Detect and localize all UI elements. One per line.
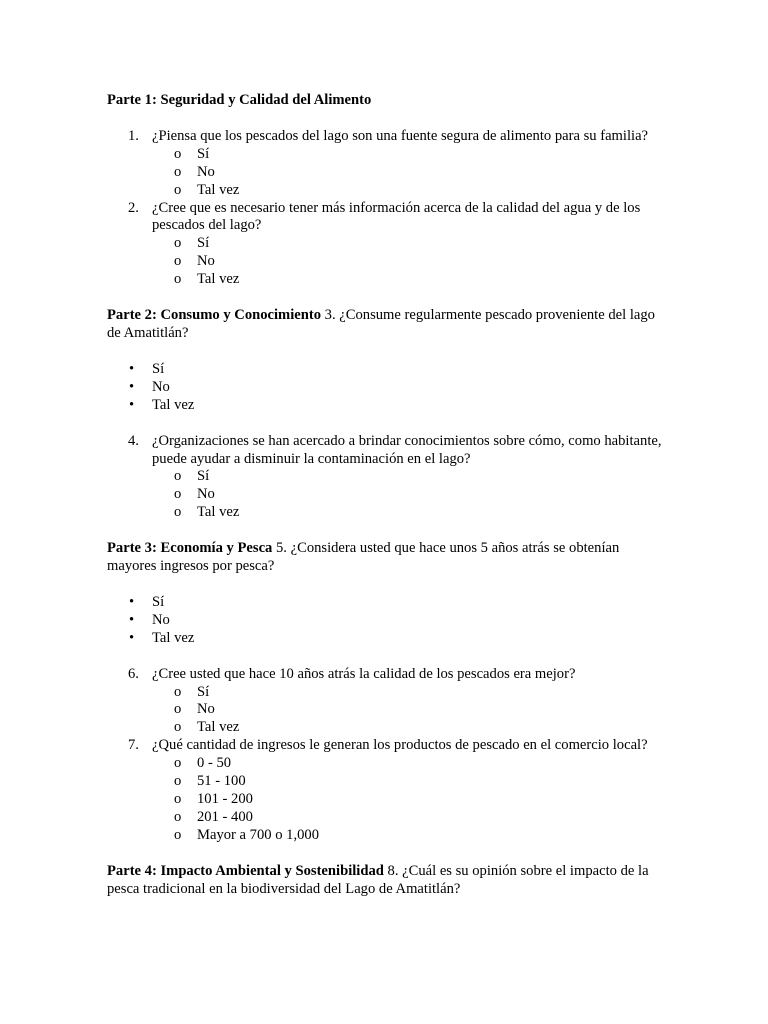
option-item: • Sí [129,360,165,377]
circle-bullet-icon: o [174,701,182,718]
circle-bullet-icon: o [174,826,182,843]
bullet-icon: • [129,396,135,413]
question-5-text: 5. ¿Considera usted que hace unos 5 años atrás se obtenían mayores ingresos por pesca? [107,540,620,575]
option-list [152,684,667,738]
circle-bullet-icon: o [174,719,182,736]
circle-bullet-icon: o [174,235,182,252]
question-text: ¿Qué cantidad de ingresos le generan los productos de pescado en el comercio local? [152,737,648,754]
question-3-text: 3. ¿Consume regularmente pescado proveniente del lago de Amatitlán? [107,307,655,341]
option-item: • Tal vez [129,396,195,413]
circle-bullet-icon: o [174,271,182,288]
bullet-icon: • [129,629,135,646]
option-item: o Sí [174,468,210,485]
bullet-icon: • [129,378,135,395]
bullet-icon: • [129,593,135,610]
circle-bullet-icon: o [174,253,182,270]
option-item: o 0 - 50 [174,755,232,772]
bullet-icon: • [129,611,135,628]
option-item: o Tal vez [174,719,240,736]
question-text: ¿Piensa que los pescados del lago son una fuente segura de alimento para su familia? [152,127,649,144]
circle-bullet-icon: o [174,468,182,485]
option-item: • Tal vez [129,629,195,646]
option-item: o Sí [174,235,210,252]
question-list-parte-1 [107,128,667,289]
option-item: o 51 - 100 [174,773,246,790]
section-heading-parte-2: Parte 2: Consumo y Conocimiento 3. ¿Consume regularmente pescado proveniente del lago de Amatitlán? [107,307,655,341]
circle-bullet-icon: o [174,181,182,198]
option-item: • Sí [129,593,165,610]
question-number: 6. [128,665,139,682]
survey-document [107,92,667,899]
circle-bullet-icon: o [174,486,182,503]
circle-bullet-icon: o [174,808,182,825]
circle-bullet-icon: o [174,791,182,807]
bullet-icon: • [129,360,135,377]
question-text: ¿Cree que es necesario tener más información acerca de la calidad del agua y de los pescados del lago? [152,199,641,234]
circle-bullet-icon: o [174,683,182,700]
question-list-parte-2 [107,433,667,523]
option-list [107,594,667,648]
option-list [107,361,667,415]
question-6 [107,666,667,738]
option-item: o Sí [174,145,210,162]
option-item: o No [174,253,215,270]
circle-bullet-icon: o [174,163,182,180]
question-text: ¿Cree usted que hace 10 años atrás la calidad de los pescados era mejor? [152,665,576,682]
option-item: o 201 - 400 [174,808,253,825]
option-item: o Tal vez [174,181,240,198]
question-7 [107,737,667,844]
circle-bullet-icon: o [174,504,182,521]
question-4 [107,433,667,523]
circle-bullet-icon: o [174,755,182,772]
question-1 [107,128,667,200]
question-2 [107,200,667,290]
option-item: • No [129,611,170,628]
option-list [152,468,667,522]
question-number: 4. [128,432,139,449]
option-list [152,146,667,200]
question-text: ¿Organizaciones se han acercado a brindar conocimientos sobre cómo, como habitante, puede ayudar a disminuir la contaminación en el lago? [152,432,662,467]
section-heading-parte-1: Parte 1: Seguridad y Calidad del Alimento [107,92,372,108]
circle-bullet-icon: o [174,145,182,162]
question-number: 2. [128,199,139,216]
option-item: o No [174,701,215,718]
option-item: o 101 - 200 [174,791,253,807]
option-list [152,755,667,845]
question-number: 1. [128,127,139,144]
option-item: o No [174,486,215,503]
option-item: o No [174,163,215,180]
question-number: 7. [128,737,139,754]
option-item: • No [129,378,170,395]
question-list-parte-3 [107,666,667,845]
option-list [152,235,667,289]
option-item: o Tal vez [174,271,240,288]
circle-bullet-icon: o [174,773,182,790]
section-heading-parte-4: Parte 4: Impacto Ambiental y Sostenibilidad 8. ¿Cuál es su opinión sobre el impacto de la pesca tradicional en la biodiversidad del Lago de Amatitlán? [107,862,649,897]
option-item: o Mayor a 700 o 1,000 [174,826,320,843]
option-item: o Sí [174,683,210,700]
question-8-text: 8. ¿Cuál es su opinión sobre el impacto de la pesca tradicional en la biodiversidad del Lago de Amatitlán? [107,862,649,897]
option-item: o Tal vez [174,504,240,521]
section-heading-parte-3: Parte 3: Economía y Pesca 5. ¿Considera usted que hace unos 5 años atrás se obtenían mayores ingresos por pesca? [107,540,620,575]
